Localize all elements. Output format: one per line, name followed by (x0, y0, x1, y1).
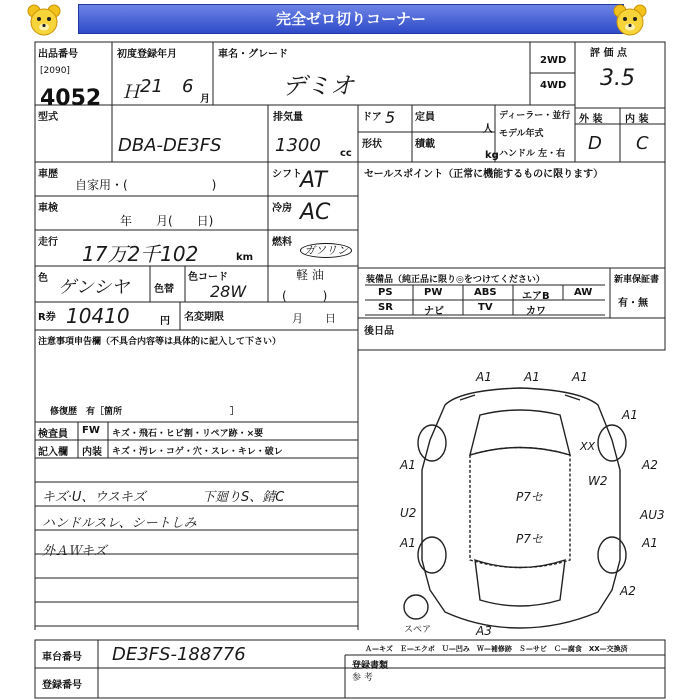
entry-label: 記入欄 (38, 447, 68, 458)
fuel-label: 燃料 (272, 237, 292, 248)
note-line-1-left: キズ·U、ウスキズ (42, 490, 146, 505)
interior-label: 内 装 (625, 114, 649, 125)
car-name: デミオ (282, 72, 354, 100)
month-unit: 月 (200, 94, 210, 105)
drive-4wd: 4WD (540, 80, 567, 91)
equipment-navi: ナビ (424, 306, 444, 317)
equipment-aw: AW (574, 287, 593, 298)
handle-label: ハンドル 左・右 (499, 149, 566, 159)
first-reg-label: 初度登録年月 (117, 49, 177, 60)
color-code-value: 28W (210, 282, 247, 301)
name-change-value: 月 日 (292, 312, 336, 325)
damage-mark: A1 (400, 536, 416, 550)
chassis-number: DE3FS-188776 (112, 644, 246, 665)
drive-2wd: 2WD (540, 55, 567, 66)
score-value: 3.5 (600, 66, 635, 91)
color-value: ゲンシヤ (58, 277, 130, 298)
model-label: 型式 (38, 112, 58, 123)
capacity-label: 定員 (415, 112, 435, 123)
retrofit-label: 後日品 (364, 326, 394, 337)
fw-label: FW (82, 425, 100, 436)
exterior-items: キズ・飛石・ヒビ割・リペア跡・×要 (112, 429, 264, 439)
history-value: 自家用・( ) (75, 178, 217, 192)
lot-number: 4052 (40, 86, 102, 111)
reg-info-sub: 参 考 (352, 673, 373, 683)
swap-label: 色替 (154, 284, 174, 295)
recycle-value: 10410 (66, 304, 130, 328)
displacement-label: 排気量 (273, 112, 303, 123)
cooler-label: 冷房 (272, 203, 292, 214)
kg-unit: kg (485, 150, 499, 161)
interior-check-label: 内装 (82, 447, 102, 458)
damage-mark: A1 (400, 458, 416, 472)
damage-mark: W2 (588, 474, 608, 488)
caution-label: 注意事項申告欄（不具合内容等は具体的に記入して下さい） (38, 337, 282, 347)
cooler-value: AC (300, 200, 331, 225)
damage-mark: A2 (642, 458, 658, 472)
note-line-1-right: 下廻りS、錆C (202, 490, 285, 505)
damage-mark: A1 (524, 370, 540, 384)
damage-mark: A1 (622, 408, 638, 422)
displacement-value: 1300 (275, 135, 321, 156)
model-value: DBA-DE3FS (118, 135, 222, 156)
color-code-label: 色コード (188, 272, 228, 283)
lot-sub: [2090] (40, 66, 70, 76)
first-reg-year: 21 (140, 76, 163, 97)
warranty-value: 有・無 (618, 298, 648, 309)
door-label: ドア (362, 112, 382, 123)
fuel-paren: ( ) (282, 289, 328, 303)
note-line-3: 外ＡＷキズ (42, 544, 107, 559)
spare-label: スペア (404, 625, 432, 635)
equipment-airbag: エアB (522, 291, 550, 302)
first-reg-month: 6 (182, 76, 194, 97)
equipment-sr: SR (378, 302, 393, 313)
first-reg-era: Ｈ (122, 82, 140, 103)
load-label: 積載 (415, 139, 435, 150)
equipment-ps: PS (378, 287, 393, 298)
inspection-value: 年 月( 日) (120, 214, 214, 228)
chassis-label: 車台番号 (42, 652, 82, 663)
warranty-label: 新車保証書 (614, 275, 660, 285)
car-diagram (404, 388, 626, 628)
page-banner: 完全ゼロ切りコーナー (78, 4, 624, 34)
mileage-label: 走行 (38, 237, 58, 248)
damage-mark: A1 (642, 536, 658, 550)
shift-label: シフト (272, 169, 302, 180)
damage-mark: XX (580, 440, 596, 453)
cc-unit: cc (340, 148, 352, 159)
car-name-label: 車名・グレード (218, 49, 288, 60)
damage-mark: P7セ (516, 532, 543, 546)
equipment-label: 装備品（純正品に限り◎をつけてください） (366, 275, 545, 285)
inspection-label: 車検 (38, 203, 58, 214)
yen-unit: 円 (160, 316, 170, 327)
damage-mark: P7セ (516, 490, 543, 504)
equipment-leather: カワ (526, 306, 546, 317)
shape-label: 形状 (362, 139, 382, 150)
damage-mark: A1 (572, 370, 588, 384)
damage-mark: AU3 (640, 508, 665, 522)
damage-mark: A1 (476, 370, 492, 384)
score-label: 評 価 点 (590, 48, 627, 59)
repair-label: 修復歴 有［箇所 ］ (50, 407, 240, 417)
lot-label: 出品番号 (38, 49, 78, 60)
damage-mark: A3 (476, 624, 492, 638)
color-label: 色 (38, 273, 48, 284)
name-change-label: 名変期限 (184, 312, 224, 323)
note-line-2: ハンドルスレ、シートしみ (42, 516, 197, 531)
equipment-pw: PW (424, 287, 443, 298)
sales-point-label: セールスポイント（正常に機能するものに限ります） (364, 169, 604, 180)
registration-label: 登録番号 (42, 680, 82, 691)
equipment-tv: TV (478, 302, 493, 313)
dealer-label: ディーラー・並行 (499, 111, 571, 121)
recycle-label: R券 (38, 312, 56, 323)
mileage-value: 17万2千102 (82, 242, 199, 266)
interior-items: キズ・汚レ・コゲ・穴・スレ・キレ・破レ (112, 447, 283, 457)
equipment-abs: ABS (474, 287, 497, 298)
damage-mark: A2 (620, 584, 636, 598)
exterior-label: 外 装 (579, 114, 603, 125)
damage-legend: Ａ—キズ Ｅ—エクボ Ｕ—凹み Ｗ—補修跡 Ｓ—サビ Ｃ—腐食 XX—交換済 (365, 645, 628, 653)
fuel-gas: ガソリン (300, 242, 352, 258)
model-year-label: モデル年式 (499, 129, 544, 139)
exterior-grade: D (588, 133, 602, 154)
km-unit: km (236, 252, 254, 263)
persons-unit: 人 (483, 124, 493, 135)
shift-value: AT (300, 168, 327, 193)
fuel-light: 軽 油 (296, 268, 324, 282)
reg-info-label: 登録書類 (352, 661, 389, 671)
inspector-label: 検査員 (38, 429, 68, 440)
damage-mark: U2 (400, 506, 417, 520)
door-value: 5 (385, 108, 396, 127)
interior-grade: C (636, 133, 649, 154)
history-label: 車歴 (38, 169, 58, 180)
